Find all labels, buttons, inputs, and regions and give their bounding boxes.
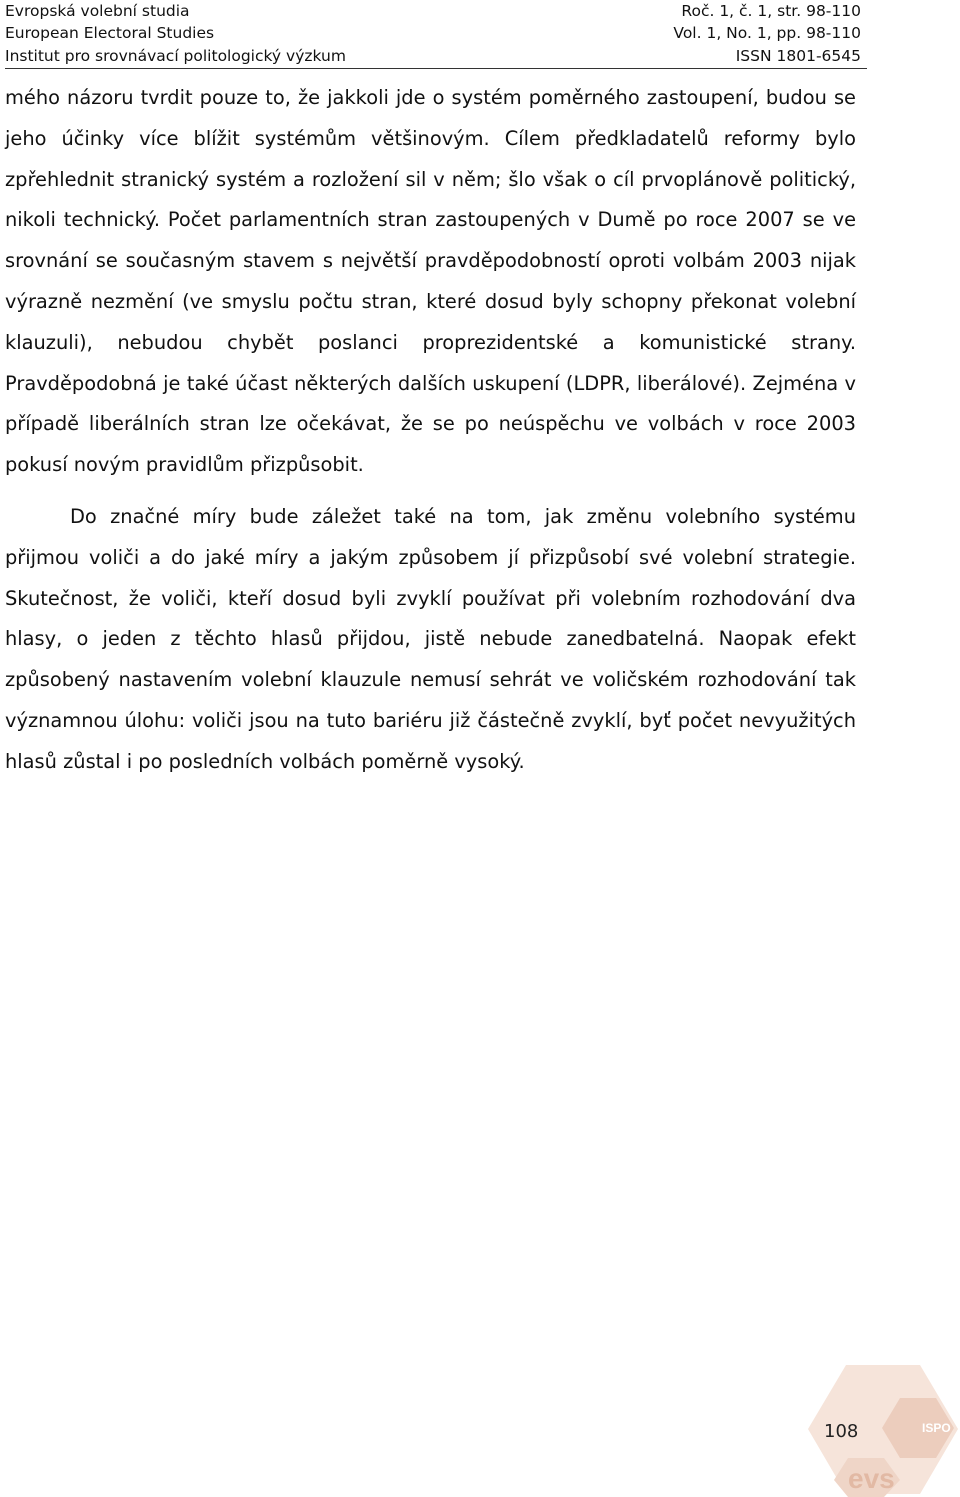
journal-title-cz: Evropská volební studia [5, 2, 190, 20]
issn: ISSN 1801-6545 [735, 47, 861, 65]
body-paragraph-2: Do značné míry bude záležet také na tom, jak změnu volebního systému přijmou voliči a do jaké míry a jakým způsobem jí přizpůsobí své volební strategie. Skutečnost, že voliči, kteří dosud byli zvyklí používat při volebním rozhodování dva hlasy, o jeden z těchto hlasů přijdou, jistě nebude zanedbatelná. Naopak efekt způsobený nastavením volební klauzule nemusí sehrát ve voličském rozhodování tak významnou úlohu: voliči jsou na tuto bariéru již částečně zvyklí, byť počet nevyužitých hlasů zůstal i po posledních volbách poměrně vysoký. [5, 505, 856, 773]
body-paragraph-1: mého názoru tvrdit pouze to, že jakkoli jde o systém poměrného zastoupení, budou se jeho účinky více blížit systémům většinovým. Cílem předkladatelů reformy bylo zpřehlednit stranický systém a rozložení sil v něm; šlo však o cíl prvoplánově politický, nikoli technický. Počet parlamentních stran zastoupených v Dumě po roce 2007 se ve srovnání se současným stavem s největší pravděpodobností oproti volbám 2003 nijak výrazně nezmění (ve smyslu počtu stran, které dosud byly schopny překonat volební klauzuli), nebudou chybět poslanci proprezidentské a komunistické strany. Pravděpodobná je také účast některých dalších uskupení (LDPR, liberálové). Zejména v případě liberálních stran lze očekávat, že se po neúspěchu ve volbách v roce 2003 pokusí novým pravidlům přizpůsobit. [5, 86, 856, 477]
journal-title-en: European Electoral Studies [5, 24, 215, 42]
page-number: 108 [824, 1421, 859, 1442]
evs-logo: evs [848, 1463, 895, 1494]
citation-en: Vol. 1, No. 1, pp. 98-110 [673, 24, 861, 42]
ispo-logo: ISPO [922, 1421, 951, 1435]
header-divider [5, 68, 867, 69]
citation-cz: Roč. 1, č. 1, str. 98-110 [681, 2, 861, 20]
institute-name: Institut pro srovnávací politologický výzkum [5, 47, 346, 65]
